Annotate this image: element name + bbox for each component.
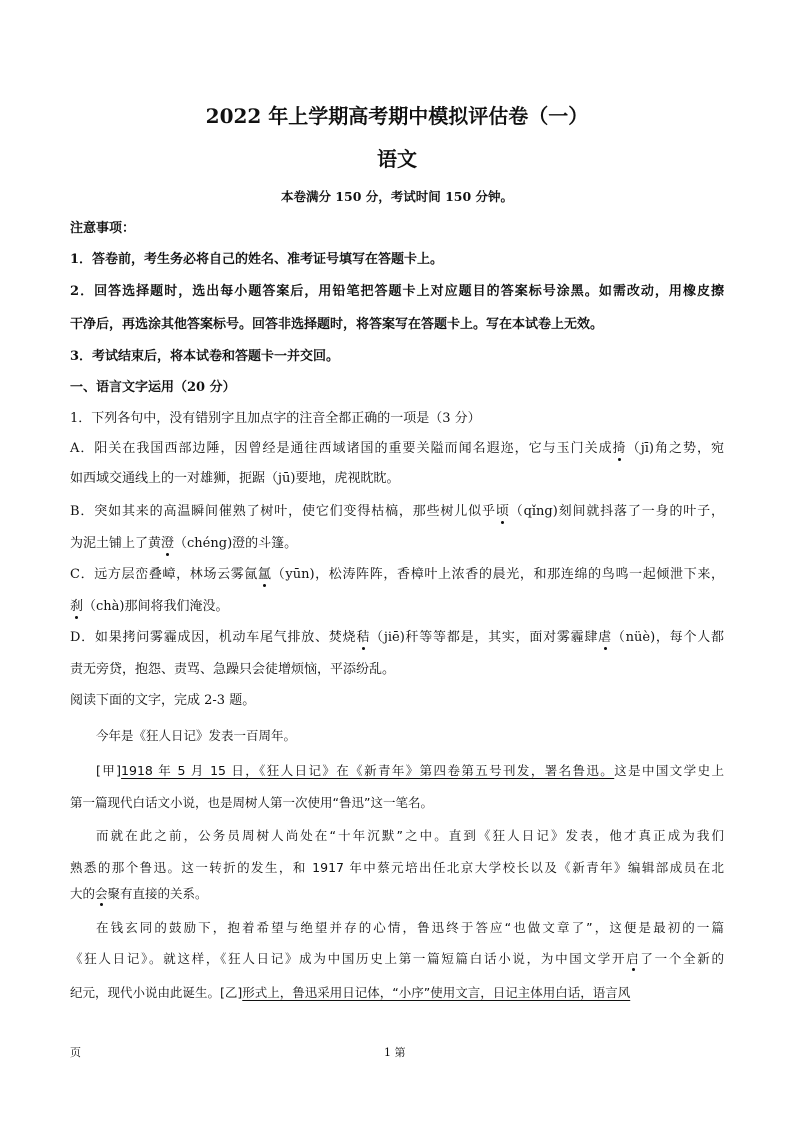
underlined-sentence-yi: 形式上，鲁迅采用日记体，“小序”使用文言，日记主体用白话，语言风 xyxy=(242,985,631,1000)
passage-paragraph-2-line-1: [甲]1918 年 5 月 15 日，《狂人日记》在《新青年》第四卷第五号刊发，署名鲁迅。这是中国文学史上 xyxy=(96,763,724,778)
passage-paragraph-3-line-1: 而就在此之前，公务员周树人尚处在“十年沉默”之中。直到《狂人日记》发表，他才真正成为我们 xyxy=(96,828,724,843)
subject-title: 语文 xyxy=(377,147,417,171)
option-b-line-2: 为泥土铺上了黄澄（chéng)澄的斗篷。 xyxy=(70,536,298,551)
passage-paragraph-4-line-1: 在钱玄同的鼓励下，抱着希望与绝望并存的心情，鲁迅终于答应“也做文章了”，这便是最初的一篇 xyxy=(96,920,724,935)
note-item-3: 3．考试结束后，将本试卷和答题卡一并交回。 xyxy=(70,349,340,364)
dotted-char: 刹 xyxy=(70,599,84,614)
underlined-sentence-jia: 1918 年 5 月 15 日，《狂人日记》在《新青年》第四卷第五号刊发，署名鲁迅。 xyxy=(121,763,615,778)
dotted-char: 虐 xyxy=(598,630,612,645)
dotted-char: 启 xyxy=(626,951,641,966)
note-item-2-line-2: 干净后，再选涂其他答案标号。回答非选择题时，将答案写在答题卡上。写在本试卷上无效。 xyxy=(70,317,604,332)
exam-info: 本卷满分 150 分，考试时间 150 分钟。 xyxy=(280,189,514,204)
option-a-line-1: A．阳关在我国西部边陲，因曾经是通往西域诸国的重要关隘而闻名遐迩，它与玉门关成掎（jī)角之势，宛 xyxy=(70,441,724,456)
passage-paragraph-1: 今年是《狂人日记》发表一百周年。 xyxy=(96,728,297,743)
dotted-char: 会 xyxy=(95,886,108,901)
note-item-2-line-1: 2．回答选择题时，选出每小题答案后，用铅笔把答题卡上对应题目的答案标号涂黑。如需改动，用橡皮擦 xyxy=(70,284,724,299)
passage-paragraph-3-line-3: 大的会聚有直接的关系。 xyxy=(70,886,208,901)
footer-page-label: 页 xyxy=(70,1046,81,1059)
notes-heading: 注意事项： xyxy=(70,221,136,236)
footer-page-number: 1 第 xyxy=(384,1046,406,1059)
dotted-char: 秸 xyxy=(356,630,371,645)
passage-paragraph-4-line-3: 纪元，现代小说由此诞生。[乙]形式上，鲁迅采用日记体，“小序”使用文言，日记主体用白话，语言风 xyxy=(70,985,631,1000)
reading-instruction: 阅读下面的文字，完成 2-3 题。 xyxy=(70,693,256,708)
note-item-1: 1．答卷前，考生务必将自己的姓名、准考证号填写在答题卡上。 xyxy=(70,252,444,267)
section-heading: 一、语言文字运用（20 分） xyxy=(70,380,236,395)
option-c-line-1: C．远方层峦叠嶂，林场云雾氤氲（yūn)，松涛阵阵，香樟叶上浓香的晨光，和那连绵的鸟鸣一起倾泄下来， xyxy=(70,567,724,582)
passage-paragraph-4-line-2: 《狂人日记》。就这样，《狂人日记》成为中国历史上第一篇短篇白话小说，为中国文学开启了一个全新的 xyxy=(70,951,724,966)
dotted-char: 氲 xyxy=(258,567,272,582)
option-b-line-1: B．突如其来的高温瞬间催熟了树叶，使它们变得枯槁，那些树儿似乎顷（qǐng)刻间就抖落了一身的叶子， xyxy=(70,504,724,519)
option-c-line-2: 刹（chà)那间将我们淹没。 xyxy=(70,599,229,614)
question-1: 1．下列各句中，没有错别字且加点字的注音全都正确的一项是（3 分） xyxy=(70,411,481,426)
option-a-line-2: 如西域交通线上的一对雄狮，扼踞（jū)要地，虎视眈眈。 xyxy=(70,471,400,486)
dotted-char: 顷 xyxy=(495,504,510,519)
dotted-char: 澄 xyxy=(161,536,175,551)
option-d-line-2: 责无旁贷，抱怨、责骂、急躁只会徒增烦恼，平添纷乱。 xyxy=(70,662,396,677)
exam-title: 2022 年上学期高考期中模拟评估卷（一） xyxy=(205,104,589,128)
passage-paragraph-3-line-2: 熟悉的那个鲁迅。这一转折的发生，和 1917 年中蔡元培出任北京大学校长以及《新青年》编辑部成员在北 xyxy=(70,860,724,875)
passage-paragraph-2-line-2: 第一篇现代白话文小说，也是周树人第一次使用“鲁迅”这一笔名。 xyxy=(70,795,433,810)
option-d-line-1: D．如果拷问雾霾成因，机动车尾气排放、焚烧秸（jiē)秆等等都是，其实，面对雾霾肆虐（nüè)，每个人都 xyxy=(70,630,724,645)
dotted-char: 掎 xyxy=(612,441,627,456)
